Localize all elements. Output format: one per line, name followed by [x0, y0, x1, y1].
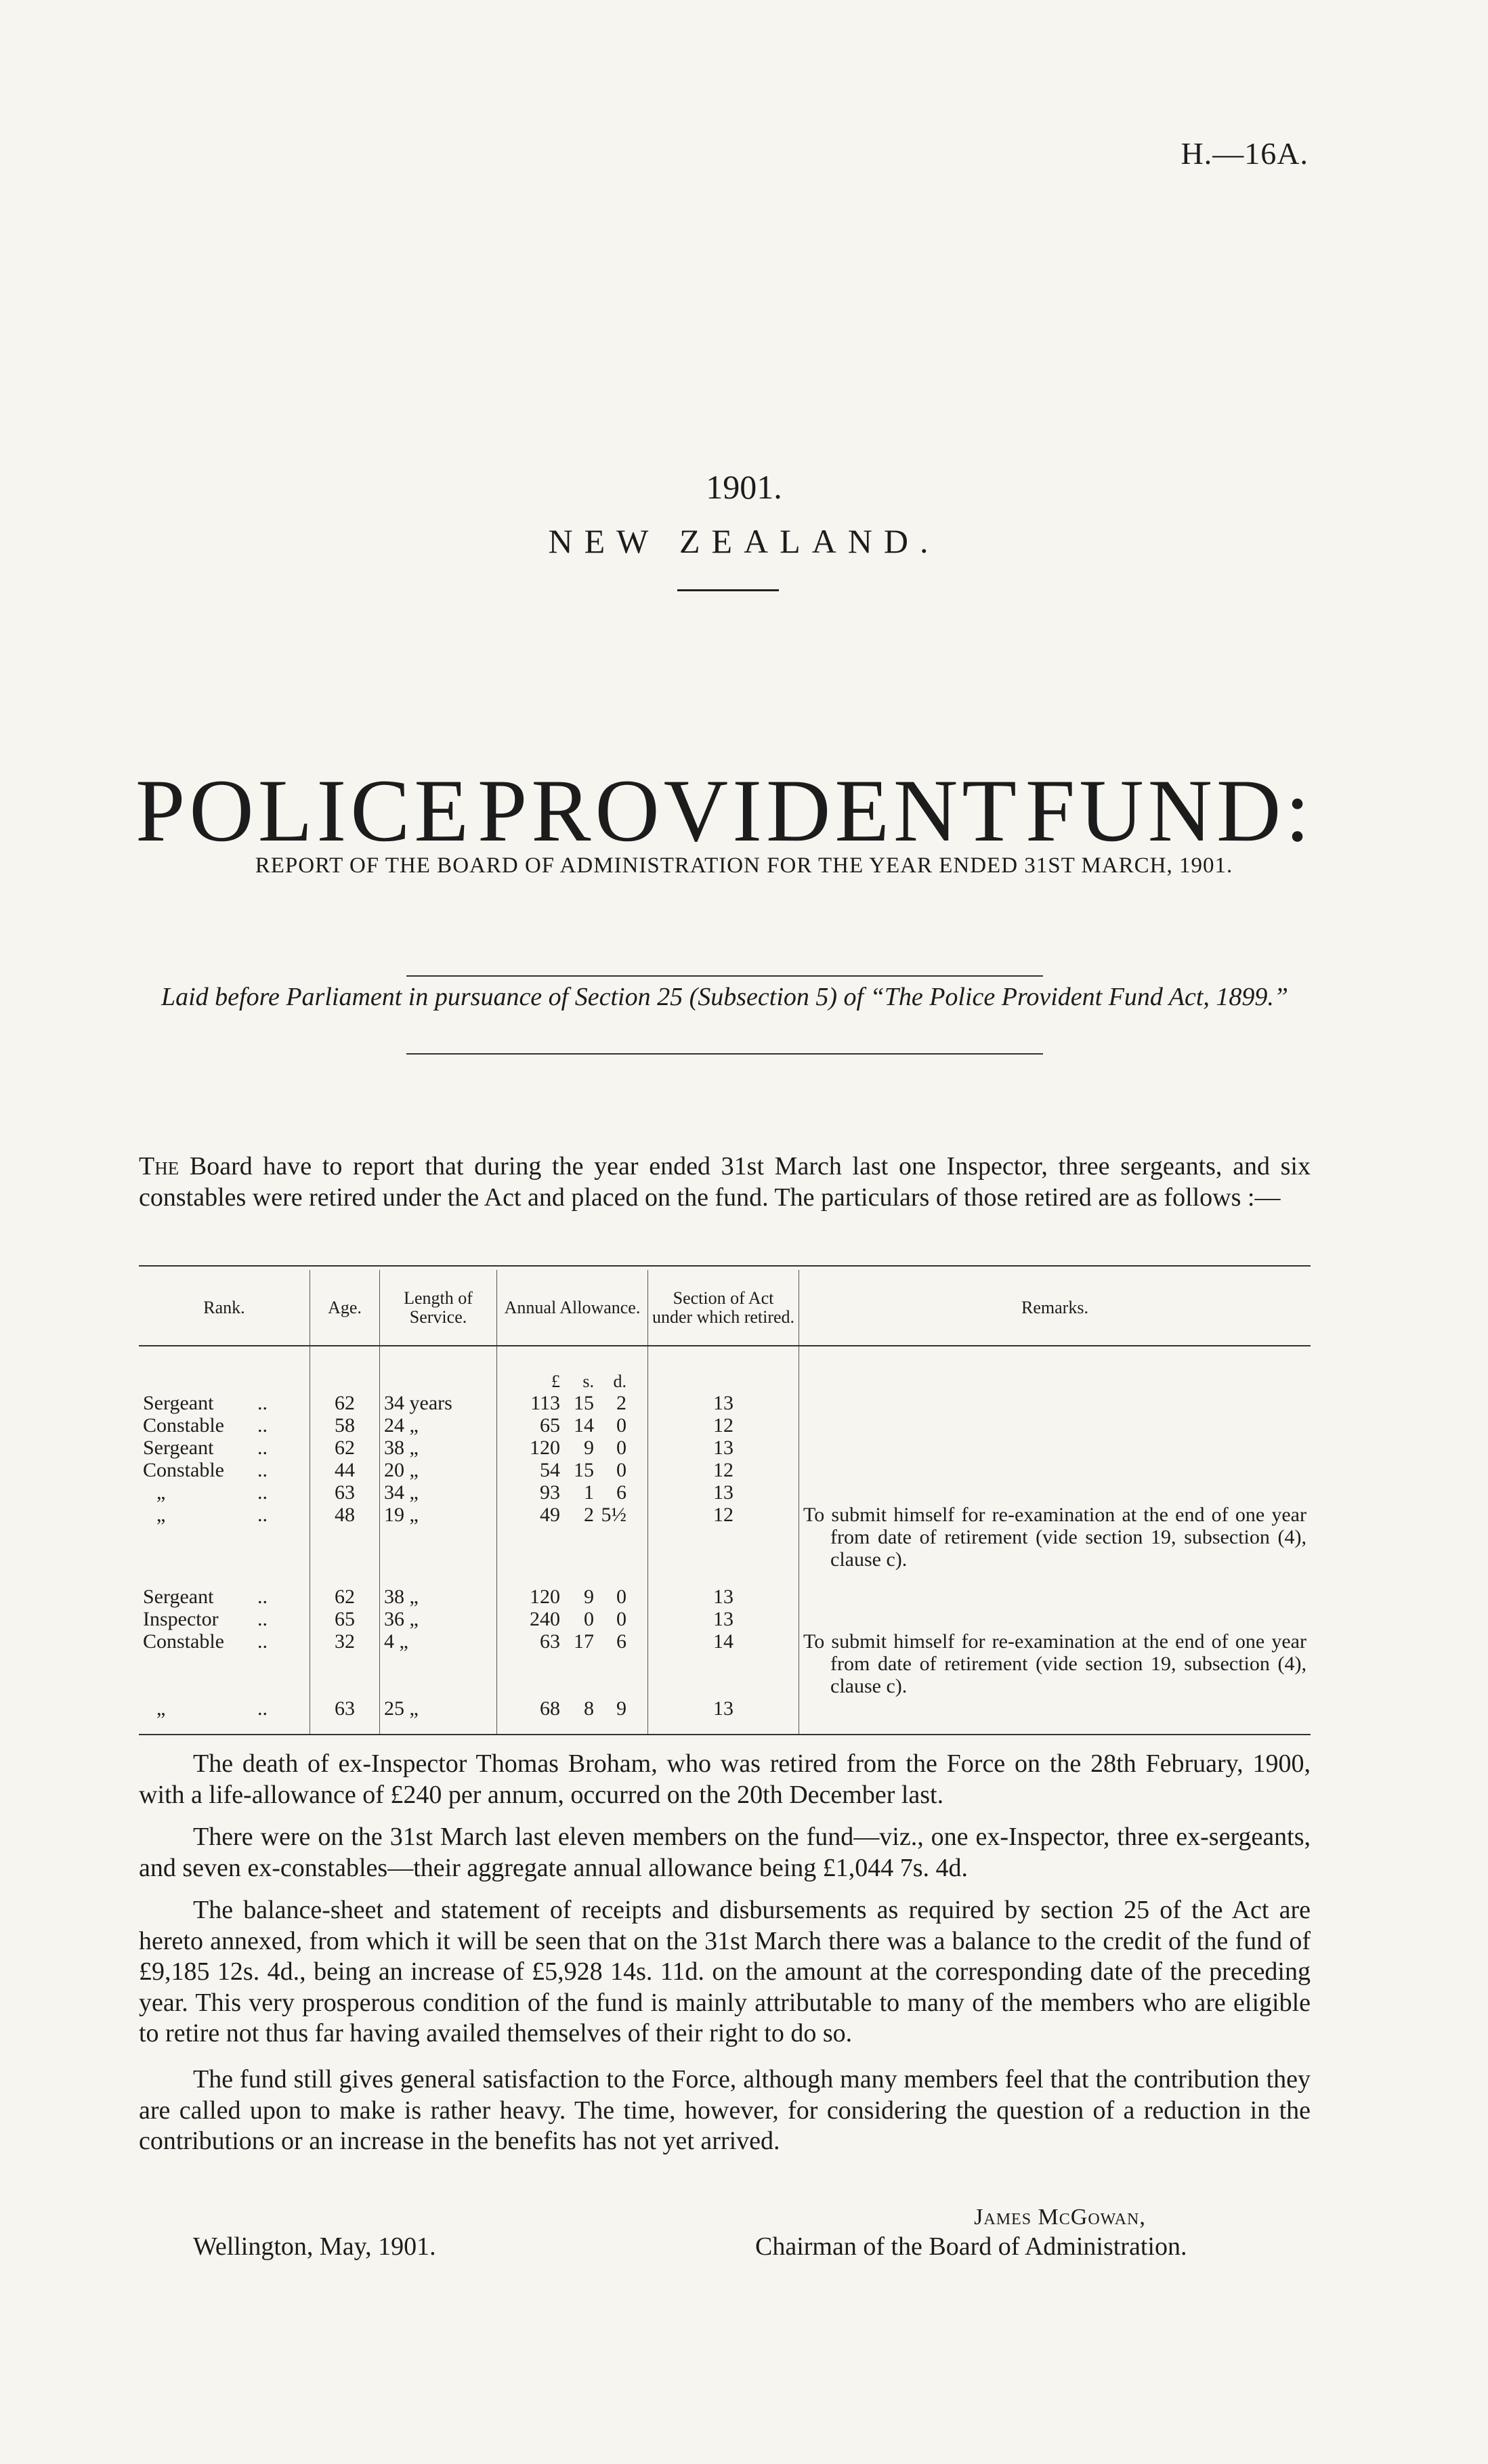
table-row — [139, 1481, 1311, 1504]
laid-before-note: Laid before Parliament in pursuance of Section 25 (Subsection 5) of “The Police Provident Fund Act, 1899.” — [161, 983, 1289, 1011]
row-dots: .. — [257, 1585, 268, 1608]
paragraph-balance: The balance-sheet and statement of receipts and disbursements as required by section 25 of the Act are hereto annexed, from which it will be seen that on the 31st March there was a balance to the credit of the fund of £9,185 12s. 4d., being an increase of £5,928 14s. 11d. on the amount at the corresponding date of the preceding year. This very prosperous condition of the fund is mainly attributable to many of the members who are eligible to retire not thus far having availed themselves of their right to do so. — [139, 1896, 1311, 2048]
row-shillings: 8 — [584, 1697, 594, 1720]
title-word-1: POLICE — [135, 761, 473, 860]
row-length: 34 „ — [380, 1481, 497, 1504]
header-section: Section of Act under which retired. — [648, 1270, 799, 1346]
row-remarks: To submit himself for re-examination at the end of one year from date of retirement (vide section 19, subsection (4), clause c). — [799, 1630, 1311, 1697]
row-length: 25 „ — [380, 1697, 497, 1735]
laid-rule-top — [406, 975, 1043, 977]
row-remarks — [799, 1608, 1311, 1630]
row-shillings: 17 — [574, 1630, 594, 1653]
report-subtitle: REPORT OF THE BOARD OF ADMINISTRATION FOR THE YEAR ENDED 31ST MARCH, 1901. — [255, 853, 1233, 878]
row-shillings: 9 — [584, 1585, 594, 1608]
signatory-name: James McGowan, — [974, 2205, 1146, 2230]
row-rank: Constable — [143, 1458, 224, 1481]
row-dots: .. — [257, 1391, 268, 1414]
row-age: 63 — [310, 1481, 380, 1504]
row-section: 14 — [648, 1630, 799, 1697]
row-age: 44 — [310, 1459, 380, 1481]
document-year: 1901. — [706, 468, 782, 506]
row-dots: .. — [257, 1630, 268, 1653]
header-length: Length of Service. — [380, 1270, 497, 1346]
row-pence: 2 — [616, 1391, 626, 1414]
row-shillings: 9 — [584, 1436, 594, 1459]
title-word-2: PROVIDENT — [477, 761, 1021, 860]
row-section: 12 — [648, 1459, 799, 1481]
row-section: 12 — [648, 1414, 799, 1437]
row-age: 62 — [310, 1437, 380, 1459]
row-pence: 0 — [616, 1436, 626, 1459]
row-age: 58 — [310, 1414, 380, 1437]
row-length: 38 „ — [380, 1586, 497, 1608]
row-pounds: 93 — [540, 1481, 560, 1504]
table-row — [139, 1504, 1311, 1586]
table-row — [139, 1630, 1311, 1697]
row-section: 12 — [648, 1504, 799, 1586]
row-length: 36 „ — [380, 1608, 497, 1630]
row-dots: .. — [257, 1414, 268, 1437]
table-top-rule — [139, 1265, 1311, 1267]
row-pence: 0 — [616, 1607, 626, 1630]
row-pounds: 113 — [530, 1391, 560, 1414]
document-reference: H.—16A. — [1181, 136, 1309, 171]
row-age: 62 — [310, 1586, 380, 1608]
row-pence: 9 — [616, 1697, 626, 1720]
country-heading: NEW ZEALAND. — [548, 522, 940, 560]
row-pounds: 120 — [530, 1436, 560, 1459]
main-title — [135, 759, 1314, 862]
row-shillings: 14 — [574, 1414, 594, 1437]
row-rank: „ — [156, 1481, 166, 1504]
header-rank: Rank. — [139, 1270, 310, 1346]
header-allowance: Annual Allowance. — [497, 1270, 648, 1346]
paragraph-members: There were on the 31st March last eleven members on the fund—viz., one ex-Inspector, three ex-sergeants, and seven ex-constables—their aggregate annual allowance being £1,044 7s. 4d. — [139, 1823, 1311, 1882]
row-age: 63 — [310, 1697, 380, 1735]
row-remarks — [799, 1586, 1311, 1608]
table-header-row — [139, 1270, 1311, 1346]
row-remarks — [799, 1437, 1311, 1459]
row-pounds: 68 — [540, 1697, 560, 1720]
row-dots: .. — [257, 1436, 268, 1459]
row-section: 13 — [648, 1481, 799, 1504]
row-shillings: 0 — [584, 1607, 594, 1630]
row-age: 62 — [310, 1392, 380, 1414]
row-section: 13 — [648, 1392, 799, 1414]
unit-pounds: £ — [551, 1372, 560, 1391]
row-dots: .. — [257, 1697, 268, 1720]
table-row — [139, 1608, 1311, 1630]
row-rank: „ — [156, 1503, 166, 1526]
paragraph-death: The death of ex-Inspector Thomas Broham, who was retired from the Force on the 28th February, 1900, with a life-allowance of £240 per annum, occurred on the 20th December last. — [139, 1749, 1311, 1809]
row-pence: 6 — [616, 1481, 626, 1504]
row-length: 24 „ — [380, 1414, 497, 1437]
row-rank: Sergeant — [143, 1436, 214, 1459]
table-row — [139, 1586, 1311, 1608]
retirements-table — [139, 1270, 1311, 1735]
table-row — [139, 1697, 1311, 1735]
row-pounds: 54 — [540, 1458, 560, 1481]
paragraph-satisfaction: The fund still gives general satisfaction to the Force, although many members feel that the contribution they are called upon to make is rather heavy. The time, however, for considering the question of a reduction in the contributions or an increase in the benefits has not yet arrived. — [139, 2065, 1311, 2156]
row-dots: .. — [257, 1607, 268, 1630]
intro-text: Board have to report that during the year ended 31st March last one Inspector, three sergeants, and six constables were retired under the Act and placed on the fund. The particulars of those retired are as follows :— — [139, 1152, 1311, 1212]
row-pence: 6 — [616, 1630, 626, 1653]
row-remarks — [799, 1459, 1311, 1481]
row-rank: Inspector — [143, 1607, 219, 1630]
row-length: 20 „ — [380, 1459, 497, 1481]
row-section: 13 — [648, 1437, 799, 1459]
row-dots: .. — [257, 1503, 268, 1526]
row-pounds: 120 — [530, 1585, 560, 1608]
place-date: Wellington, May, 1901. — [193, 2232, 436, 2261]
row-section: 13 — [648, 1608, 799, 1630]
row-length: 38 „ — [380, 1437, 497, 1459]
title-word-3: FUND: — [1025, 761, 1314, 860]
row-pounds: 240 — [530, 1607, 560, 1630]
row-rank: „ — [156, 1697, 166, 1720]
row-dots: .. — [257, 1481, 268, 1504]
row-rank: Constable — [143, 1414, 224, 1437]
row-pence: 0 — [616, 1458, 626, 1481]
row-shillings: 15 — [574, 1458, 594, 1481]
row-pounds: 63 — [540, 1630, 560, 1653]
unit-shillings: s. — [582, 1372, 594, 1391]
row-section: 13 — [648, 1586, 799, 1608]
row-pence: 0 — [616, 1585, 626, 1608]
row-age: 48 — [310, 1504, 380, 1586]
row-remarks: To submit himself for re-examination at the end of one year from date of retirement (vide section 19, subsection (4), clause c). — [799, 1504, 1311, 1586]
row-pence: 0 — [616, 1414, 626, 1437]
row-rank: Constable — [143, 1630, 224, 1653]
row-pounds: 65 — [540, 1414, 560, 1437]
row-remarks — [799, 1414, 1311, 1437]
table-row — [139, 1392, 1311, 1414]
table-row — [139, 1414, 1311, 1437]
heading-rule — [677, 589, 779, 591]
row-shillings: 2 — [584, 1503, 594, 1526]
row-shillings: 1 — [584, 1481, 594, 1504]
table-row — [139, 1437, 1311, 1459]
header-remarks: Remarks. — [799, 1270, 1311, 1346]
units-row — [139, 1372, 1311, 1392]
row-length: 4 „ — [380, 1630, 497, 1697]
row-remarks — [799, 1481, 1311, 1504]
table-row — [139, 1459, 1311, 1481]
row-length: 34 years — [380, 1392, 497, 1414]
header-age: Age. — [310, 1270, 380, 1346]
row-length: 19 „ — [380, 1504, 497, 1586]
table-bottom-rule — [139, 1734, 1311, 1735]
row-pounds: 49 — [540, 1503, 560, 1526]
laid-rule-bottom — [406, 1053, 1043, 1055]
row-rank: Sergeant — [143, 1391, 214, 1414]
row-age: 32 — [310, 1630, 380, 1697]
row-age: 65 — [310, 1608, 380, 1630]
row-shillings: 15 — [574, 1391, 594, 1414]
row-dots: .. — [257, 1458, 268, 1481]
row-remarks — [799, 1392, 1311, 1414]
row-section: 13 — [648, 1697, 799, 1735]
unit-pence: d. — [613, 1372, 626, 1391]
row-remarks — [799, 1697, 1311, 1735]
row-pence: 5½ — [601, 1503, 626, 1526]
intro-paragraph — [139, 1151, 1311, 1213]
row-rank: Sergeant — [143, 1585, 214, 1608]
intro-lead-word: The — [139, 1152, 179, 1181]
signatory-title: Chairman of the Board of Administration. — [755, 2232, 1187, 2261]
